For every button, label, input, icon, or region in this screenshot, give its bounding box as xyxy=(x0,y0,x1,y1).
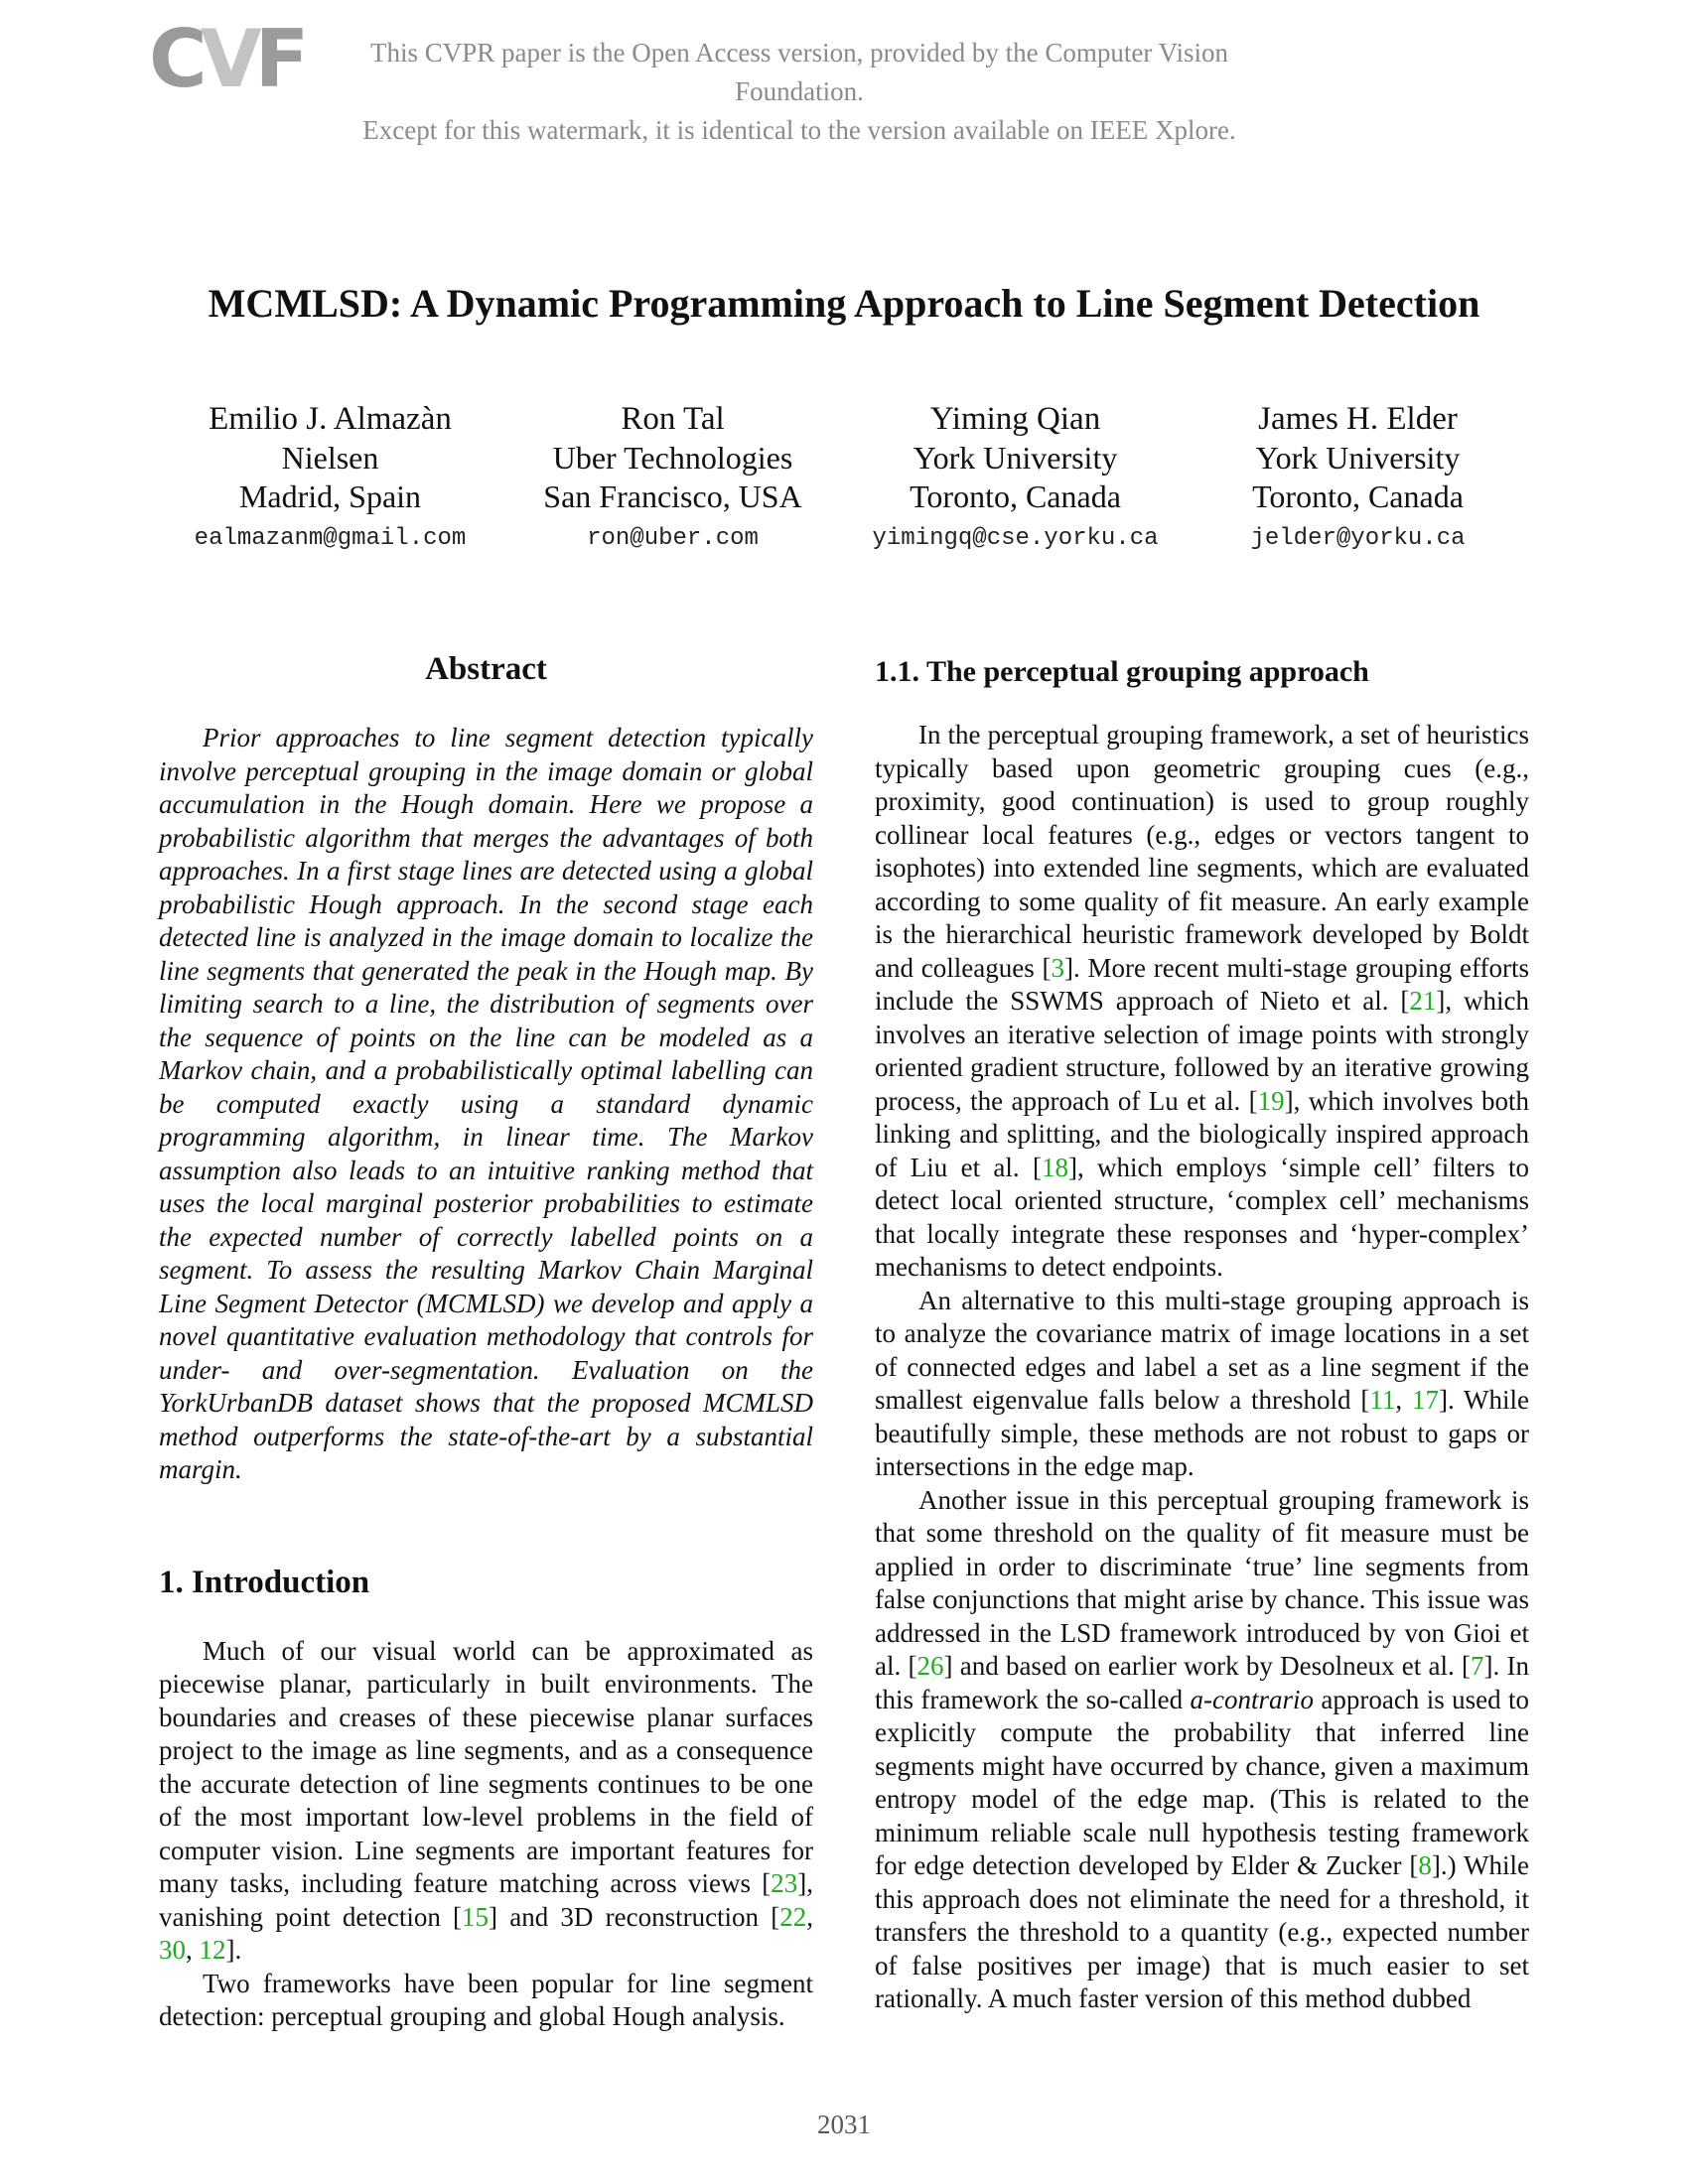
cvf-logo xyxy=(149,13,328,105)
citation-ref[interactable]: 23 xyxy=(771,1868,798,1898)
author-name: Yiming Qian xyxy=(929,401,1101,437)
citation-ref[interactable]: 26 xyxy=(916,1651,944,1681)
page-number: 2031 xyxy=(817,2110,871,2139)
author-name: Emilio J. Almazàn xyxy=(209,401,452,437)
citation-ref[interactable]: 21 xyxy=(1409,986,1437,1016)
citation-ref[interactable]: 30 xyxy=(159,1935,186,1965)
paper-title: MCMLSD: A Dynamic Programming Approach to Line Segment Detection xyxy=(208,281,1480,326)
author-row xyxy=(159,399,1529,556)
author-affiliation: York University xyxy=(913,440,1118,476)
author-block-1 xyxy=(159,399,501,556)
cvf-logo-letter-f: F xyxy=(254,13,303,105)
right-column xyxy=(875,651,1529,2034)
watermark-line-1: This CVPR paper is the Open Access version, provided by the Computer Vision Foundation. xyxy=(369,38,1229,107)
section-heading-introduction: 1. Introduction xyxy=(159,1564,370,1600)
open-access-header xyxy=(149,13,1539,150)
author-email: yimingq@cse.yorku.ca xyxy=(872,525,1159,552)
author-affiliation: Nielsen xyxy=(281,440,379,476)
author-block-2 xyxy=(501,399,844,556)
citation-ref[interactable]: 8 xyxy=(1418,1850,1432,1880)
citation-ref[interactable]: 11 xyxy=(1369,1385,1396,1415)
cvf-logo-letter-c: C xyxy=(149,13,201,105)
perceptual-grouping-paragraph-3: Another issue in this perceptual grouping framework is that some threshold on the quality of fit measure must be applied in order to discriminate ‘true’ line segments from false conjunctions that might arise by chance. This issue was addressed in the LSD framework introduced by von Gioi et al. [26] and based on earlier work by Desolneux et al. [7]. In this framework the so-called a-contrario approach is used to explicitly compute the probability that inferred line segments might have occurred by chance, given a maximum entropy model of the edge map. (This is related to the minimum reliable scale null hypothesis testing framework for edge detection developed by Elder & Zucker [8].) While this approach does not eliminate the need for a threshold, it transfers the threshold to a quantity (e.g., expected number of false positives per image) that is much easier to set rationally. A much faster version of this method dubbed xyxy=(875,1484,1529,2013)
citation-ref[interactable]: 17 xyxy=(1411,1385,1439,1415)
author-location: Madrid, Spain xyxy=(238,478,422,514)
citation-ref[interactable]: 12 xyxy=(199,1935,226,1965)
author-location: Toronto, Canada xyxy=(1252,478,1464,514)
citation-ref[interactable]: 3 xyxy=(1051,952,1064,983)
left-column xyxy=(159,651,813,2034)
citation-ref[interactable]: 7 xyxy=(1471,1651,1484,1681)
two-column-body xyxy=(159,651,1529,2034)
author-name: James H. Elder xyxy=(1258,401,1458,437)
author-location: Toronto, Canada xyxy=(910,478,1121,514)
perceptual-grouping-paragraph-2: An alternative to this multi-stage grouping approach is to analyze the covariance matrix of image locations in a set of connected edges and label a set as a line segment if the smallest eigenvalue falls below a threshold [11, 17]. While beautifully simple, these methods are not robust to gaps or intersections in the edge map. xyxy=(875,1285,1530,1481)
author-location: San Francisco, USA xyxy=(543,478,802,514)
author-block-4 xyxy=(1187,399,1529,556)
author-email: ron@uber.com xyxy=(587,525,759,552)
author-affiliation: Uber Technologies xyxy=(552,440,793,476)
citation-ref[interactable]: 15 xyxy=(462,1901,490,1932)
citation-ref[interactable]: 18 xyxy=(1041,1152,1068,1182)
citation-ref[interactable]: 19 xyxy=(1257,1085,1285,1116)
citation-ref[interactable]: 22 xyxy=(779,1901,807,1932)
abstract-heading: Abstract xyxy=(425,651,547,687)
watermark-text xyxy=(328,26,1271,150)
author-block-3 xyxy=(844,399,1187,556)
author-email: jelder@yorku.ca xyxy=(1250,525,1466,552)
watermark-line-2: Except for this watermark, it is identical to the version available on IEEE Xplore. xyxy=(362,115,1236,146)
abstract-paragraph: Prior approaches to line segment detection typically involve perceptual grouping in the image domain or global accumulation in the Hough domain. Here we propose a probabilistic algorithm that merges the advantages of both approaches. In a first stage lines are detected using a global probabilistic Hough approach. In the second stage each detected line is analyzed in the image domain to localize the line segments that generated the peak in the Hough map. By limiting search to a line, the distribution of segments over the sequence of points on the line can be modeled as a Markov chain, and a probabilistically optimal labelling can be computed exactly using a standard dynamic programming algorithm, in linear time. The Markov assumption also leads to an intuitive ranking method that uses the local marginal posterior probabilities to estimate the expected number of correctly labelled points on a segment. To assess the resulting Markov Chain Marginal Line Segment Detector (MCMLSD) we develop and apply a novel quantitative evaluation methodology that controls for under- and over-segmentation. Evaluation on the YorkUrbanDB dataset shows that the proposed MCMLSD method outperforms the state-of-the-art by a substantial margin. xyxy=(159,723,813,1484)
author-name: Ron Tal xyxy=(621,401,725,437)
introduction-paragraph-1: Much of our visual world can be approximated as piecewise planar, particularly in built environments. The boundaries and creases of these piecewise planar surfaces project to the image as line segments, and as a consequence the accurate detection of line segments continues to be one of the most important low-level problems in the field of computer vision. Line segments are important features for many tasks, including feature matching across views [23], vanishing point detection [15] and 3D reconstruction [22, 30, 12]. xyxy=(159,1635,813,1965)
cvf-logo-letter-v: V xyxy=(200,13,255,105)
perceptual-grouping-paragraph-1: In the perceptual grouping framework, a set of heuristics typically based upon geometric grouping cues (e.g., proximity, good continuation) is used to group roughly collinear local features (e.g., edges or vectors tangent to isophotes) into extended line segments, which are evaluated according to some quality of fit measure. An early example is the hierarchical heuristic framework developed by Boldt and colleagues [3]. More recent multi-stage grouping efforts include the SSWMS approach of Nieto et al. [21], which involves an iterative selection of image points with strongly oriented gradient structure, followed by an iterative growing process, the approach of Lu et al. [19], which involves both linking and splitting, and the biologically inspired approach of Liu et al. [18], which employs ‘simple cell’ filters to detect local oriented structure, ‘complex cell’ mechanisms that locally integrate these responses and ‘hyper-complex’ mechanisms to detect endpoints. xyxy=(875,720,1529,1282)
author-email: ealmazanm@gmail.com xyxy=(194,525,467,552)
author-affiliation: York University xyxy=(1255,440,1461,476)
subsection-heading-perceptual-grouping: 1.1. The perceptual grouping approach xyxy=(875,655,1369,688)
introduction-paragraph-2: Two frameworks have been popular for line segment detection: perceptual grouping and global Hough analysis. xyxy=(159,1968,813,2031)
